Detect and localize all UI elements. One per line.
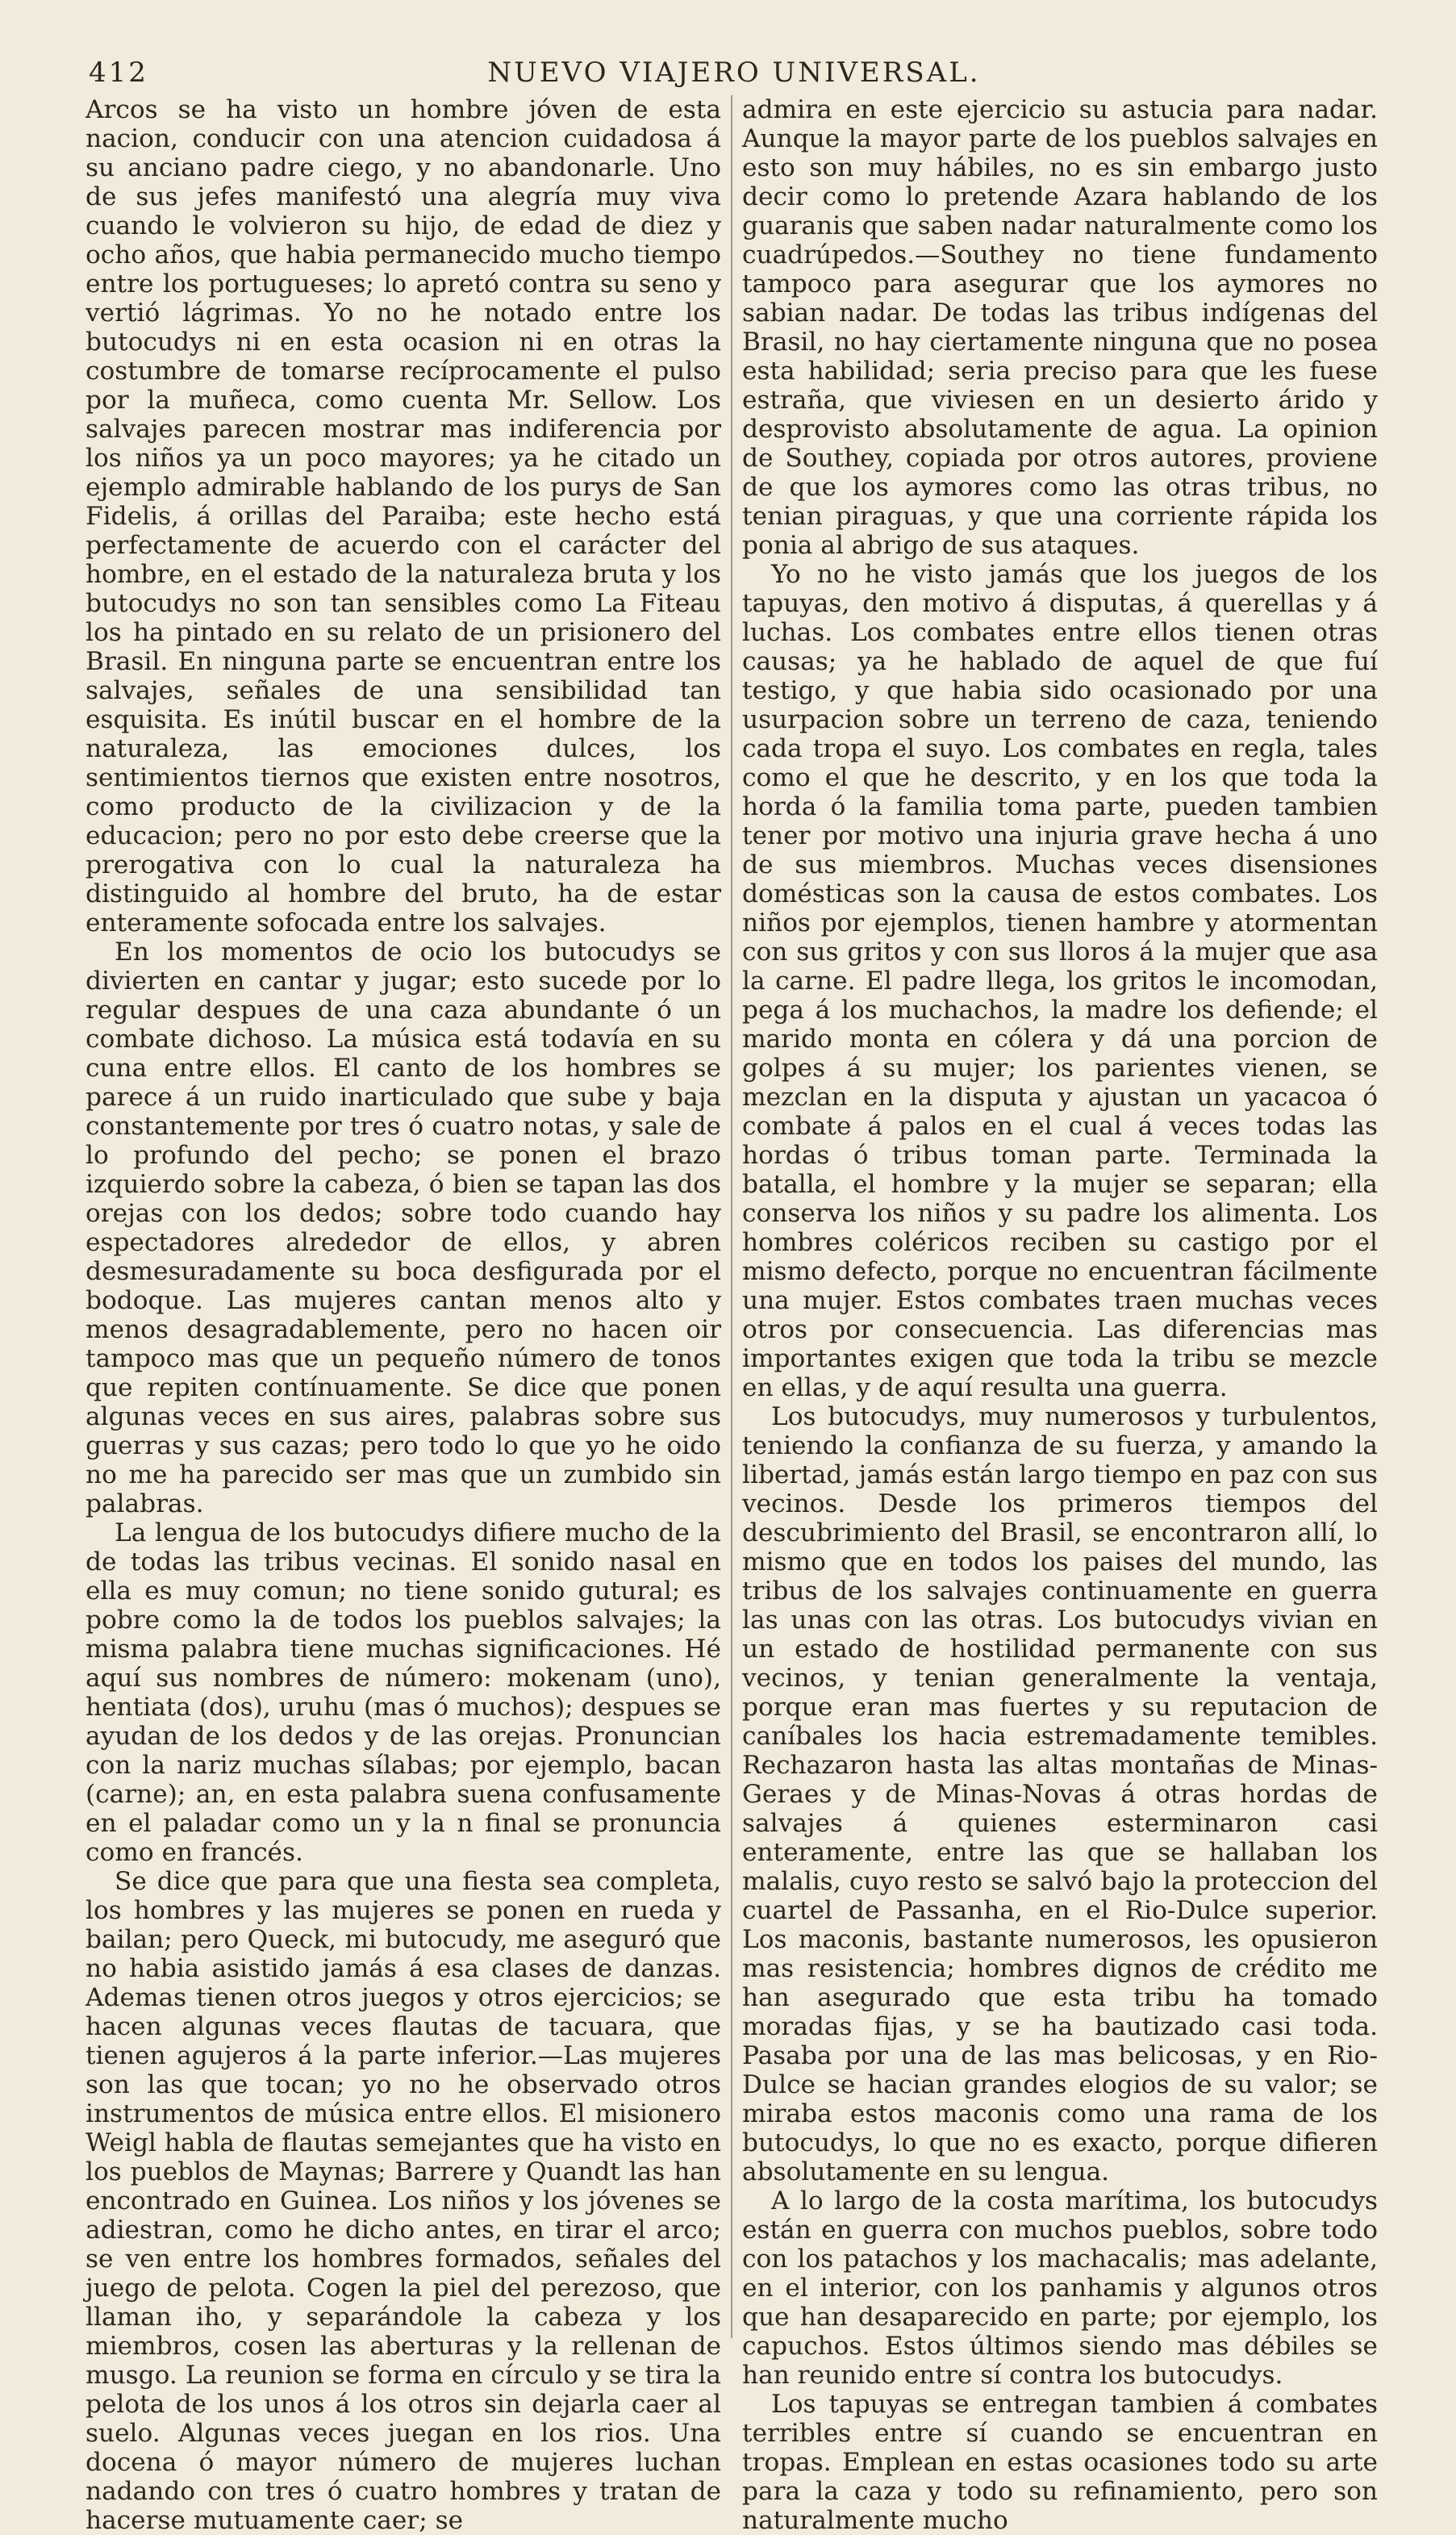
paragraph: Se dice que para que una fiesta sea completa, los hombres y las mujeres se ponen en rueda y bailan; pero Queck, mi butocudy, me aseguró que no habia asistido jamás á esa clases de danzas. Ademas tienen otros juegos y otros ejercicios; se hacen algunas veces flautas de tacuara, que tienen agujeros á la parte inferior.—Las mujeres son las que tocan; yo no he observado otros instrumentos de música entre ellos. El misionero Weigl habla de flautas semejantes que ha visto en los pueblos de Maynas; Barrere y Quandt las han encontrado en Guinea. Los niños y los jóvenes se adiestran, como he dicho antes, en tirar el arco; se ven entre los hombres formados, señales del juego de pelota. Cogen la piel del perezoso, que llaman iho, y separándole la cabeza y los miembros, cosen las aberturas y la rellenan de musgo. La reunion se forma en círculo y se tira la pelota de los unos á los otros sin dejarla caer al suelo. Algunas veces juegan en los rios. Una docena ó mayor número de mujeres luchan nadando con tres ó cuatro hombres y tratan de hacerse mutuamente caer; se: [86, 1867, 721, 2535]
paragraph: Yo no he visto jamás que los juegos de los tapuyas, den motivo á disputas, á querellas y á luchas. Los combates entre ellos tienen otras causas; ya he hablado de aquel de que fuí testigo, y que habia sido ocasionado por una usurpacion sobre un terreno de caza, teniendo cada tropa el suyo. Los combates en regla, tales como el que he descrito, y en los que toda la horda ó la familia toma parte, pueden tambien tener por motivo una injuria grave hecha á uno de sus miembros. Muchas veces disensiones domésticas son la causa de estos combates. Los niños por ejemplos, tienen hambre y atormentan con sus gritos y con sus lloros á la mujer que asa la carne. El padre llega, los gritos le incomodan, pega á los muchachos, la madre los defiende; el marido monta en cólera y dá una porcion de golpes á su mujer; los parientes vienen, se mezclan en la disputa y ajustan un yacacoa ó combate á palos en el cual á veces todas las hordas ó tribus toman parte. Terminada la batalla, el hombre y la mujer se separan; ella conserva los niños y su padre los alimenta. Los hombres coléricos reciben su castigo por el mismo defecto, porque no encuentran fácilmente una mujer. Estos combates traen muchas veces otros por consecuencia. Las diferencias mas importantes exigen que toda la tribu se mezcle en ellas, y de aquí resulta una guerra.: [742, 560, 1378, 1402]
paragraph: Arcos se ha visto un hombre jóven de esta nacion, conducir con una atencion cuidadosa á su anciano padre ciego, y no abandonarle. Uno de sus jefes manifestó una alegría muy viva cuando le volvieron su hijo, de edad de diez y ocho años, que habia permanecido mucho tiempo entre los portugueses; lo apretó contra su seno y vertió lágrimas. Yo no he notado entre los butocudys ni en esta ocasion ni en otras la costumbre de tomarse recíprocamente el pulso por la muñeca, como cuenta Mr. Sellow. Los salvajes parecen mostrar mas indiferencia por los niños ya un poco mayores; ya he citado un ejemplo admirable hablando de los purys de San Fidelis, á orillas del Paraiba; este hecho está perfectamente de acuerdo con el carácter del hombre, en el estado de la naturaleza bruta y los butocudys no son tan sensibles como La Fiteau los ha pintado en su relato de un prisionero del Brasil. En ninguna parte se encuentran entre los salvajes, señales de una sensibilidad tan esquisita. Es inútil buscar en el hombre de la naturaleza, las emociones dulces, los sentimientos tiernos que existen entre nosotros, como producto de la civilizacion y de la educacion; pero no por esto debe creerse que la prerogativa con lo cual la naturaleza ha distinguido al hombre del bruto, ha de estar enteramente sofocada entre los salvajes.: [86, 95, 721, 938]
paragraph: Los tapuyas se entregan tambien á combates terribles entre sí cuando se encuentran en tropas. Emplean en estas ocasiones todo su arte para la caza y todo su refinamiento, pero son naturalmente mucho: [742, 2390, 1378, 2535]
paragraph: Los butocudys, muy numerosos y turbulentos, teniendo la confianza de su fuerza, y amando la libertad, jamás están largo tiempo en paz con sus vecinos. Desde los primeros tiempos del descubrimiento del Brasil, se encontraron allí, lo mismo que en todos los paises del mundo, las tribus de los salvajes continuamente en guerra las unas con las otras. Los butocudys vivian en un estado de hostilidad permanente con sus vecinos, y tenian generalmente la ventaja, porque eran mas fuertes y su reputacion de caníbales los hacia estremadamente temibles. Rechazaron hasta las altas montañas de Minas-Geraes y de Minas-Novas á otras hordas de salvajes á quienes esterminaron casi enteramente, entre las que se hallaban los malalis, cuyo resto se salvó bajo la proteccion del cuartel de Passanha, en el Rio-Dulce superior. Los maconis, bastante numerosos, les opusieron mas resistencia; hombres dignos de crédito me han asegurado que esta tribu ha tomado moradas fijas, y se ha bautizado casi toda. Pasaba por una de las mas belicosas, y en Rio-Dulce se hacian grandes elogios de su valor; se miraba estos maconis como una rama de los butocudys, lo que no es exacto, porque difieren absolutamente en su lengua.: [742, 1402, 1378, 2186]
column-divider: [731, 95, 732, 2338]
running-title: NUEVO VIAJERO UNIVERSAL.: [487, 56, 981, 89]
paragraph: La lengua de los butocudys difiere mucho de la de todas las tribus vecinas. El sonido nasal en ella es muy comun; no tiene sonido gutural; es pobre como la de todos los pueblos salvajes; la misma palabra tiene muchas significaciones. Hé aquí sus nombres de número: mokenam (uno), hentiata (dos), uruhu (mas ó muchos); despues se ayudan de los dedos y de las orejas. Pronuncian con la nariz muchas sílabas; por ejemplo, bacan (carne); an, en esta palabra suena confusamente en el paladar como un y la n final se pronuncia como en francés.: [86, 1518, 721, 1867]
paragraph: admira en este ejercicio su astucia para nadar. Aunque la mayor parte de los pueblos salvajes en esto son muy hábiles, no es sin embargo justo decir como lo pretende Azara hablando de los guaranis que saben nadar naturalmente como los cuadrúpedos.—Southey no tiene fundamento tampoco para asegurar que los aymores no sabian nadar. De todas las tribus indígenas del Brasil, no hay ciertamente ninguna que no posea esta habilidad; seria preciso para que les fuese estraña, que viviesen en un desierto árido y desprovisto absolutamente de agua. La opinion de Southey, copiada por otros autores, proviene de que los aymores como las otras tribus, no tenian piraguas, y que una corriente rápida los ponia al abrigo de sus ataques.: [742, 95, 1378, 560]
right-column: [742, 95, 1378, 2535]
page-header: [89, 50, 1379, 98]
paragraph: A lo largo de la costa marítima, los butocudys están en guerra con muchos pueblos, sobre todo con los patachos y los machacalis; mas adelante, en el interior, con los panhamis y algunos otros que han desaparecido en parte; por ejemplo, los capuchos. Estos últimos siendo mas débiles se han reunido entre sí contra los butocudys.: [742, 2186, 1378, 2390]
left-column: [86, 95, 721, 2535]
paragraph: En los momentos de ocio los butocudys se divierten en cantar y jugar; esto sucede por lo regular despues de una caza abundante ó un combate dichoso. La música está todavía en su cuna entre ellos. El canto de los hombres se parece á un ruido inarticulado que sube y baja constantemente por tres ó cuatro notas, y sale de lo profundo del pecho; se ponen el brazo izquierdo sobre la cabeza, ó bien se tapan las dos orejas con los dedos; sobre todo cuando hay espectadores alrededor de ellos, y abren desmesuradamente su boca desfigurada por el bodoque. Las mujeres cantan menos alto y menos desagradablemente, pero no hacen oir tampoco mas que un pequeño número de tonos que repiten contínuamente. Se dice que ponen algunas veces en sus aires, palabras sobre sus guerras y sus cazas; pero todo lo que yo he oido no me ha parecido ser mas que un zumbido sin palabras.: [86, 938, 721, 1518]
page-number: 412: [89, 56, 148, 89]
